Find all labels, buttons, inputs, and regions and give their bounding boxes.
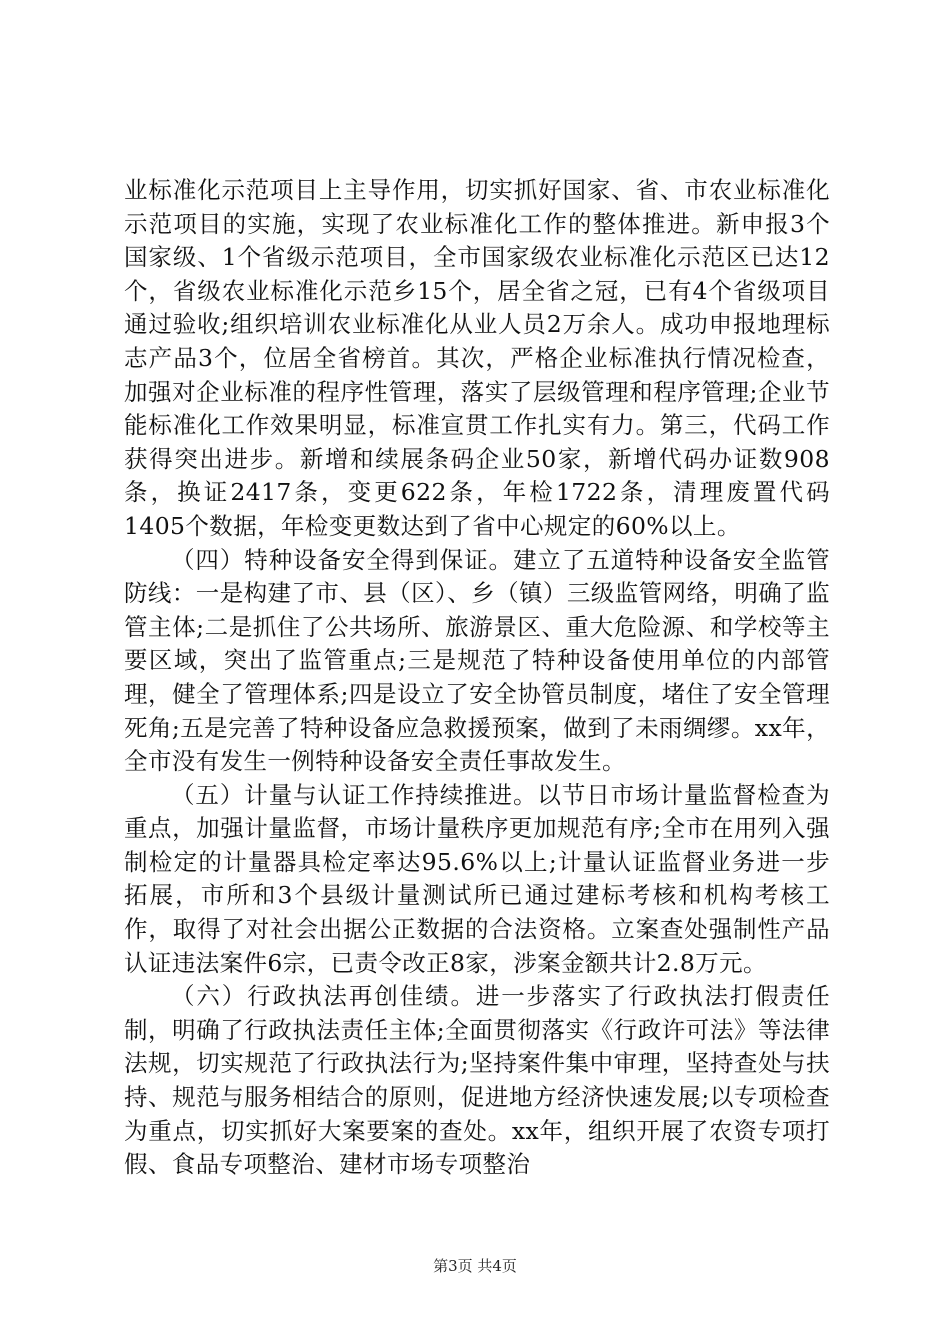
page-footer: 第3页 共4页 — [433, 1257, 517, 1275]
body-text — [124, 174, 830, 1182]
paragraph-section-5: （五）计量与认证工作持续推进。以节日市场计量监督检查为重点，加强计量监督，市场计量秩序更加规范有序;全市在用列入强制检定的计量器具检定率达95.6%以上;计量认证监督业务进一步拓展，市所和3个县级计量测试所已通过建标考核和机构考核工作，取得了对社会出据公正数据的合法资格。立案查处强制性产品认证违法案件6宗，已责令改正8家，涉案金额共计2.8万元。 — [124, 780, 830, 977]
paragraph-section-4: （四）特种设备安全得到保证。建立了五道特种设备安全监管防线：一是构建了市、县（区）、乡（镇）三级监管网络，明确了监管主体;二是抓住了公共场所、旅游景区、重大危险源、和学校等主要区域，突出了监管重点;三是规范了特种设备使用单位的内部管理，健全了管理体系;四是设立了安全协管员制度，堵住了安全管理死角;五是完善了特种设备应急救援预案，做到了未雨绸缪。xx年，全市没有发生一例特种设备安全责任事故发生。 — [124, 545, 830, 776]
paragraph-continued: 业标准化示范项目上主导作用，切实抓好国家、省、市农业标准化示范项目的实施，实现了农业标准化工作的整体推进。新申报3个国家级、1个省级示范项目，全市国家级农业标准化示范区已达12个，省级农业标准化示范乡15个，居全省之冠，已有4个省级项目通过验收;组织培训农业标准化从业人员2万余人。成功申报地理标志产品3个，位居全省榜首。其次，严格企业标准执行情况检查，加强对企业标准的程序性管理，落实了层级管理和程序管理;企业节能标准化工作效果明显，标准宣贯工作扎实有力。第三，代码工作获得突出进步。新增和续展条码企业50家，新增代码办证数908条，换证2417条，变更622条，年检1722条，清理废置代码1405个数据，年检变更数达到了省中心规定的60%以上。 — [124, 176, 830, 540]
paragraph-section-6: （六）行政执法再创佳绩。进一步落实了行政执法打假责任制，明确了行政执法责任主体;全面贯彻落实《行政许可法》等法律法规，切实规范了行政执法行为;坚持案件集中审理，坚持查处与扶持、规范与服务相结合的原则，促进地方经济快速发展;以专项检查为重点，切实抓好大案要案的查处。xx年，组织开展了农资专项打假、食品专项整治、建材市场专项整治 — [124, 982, 830, 1179]
